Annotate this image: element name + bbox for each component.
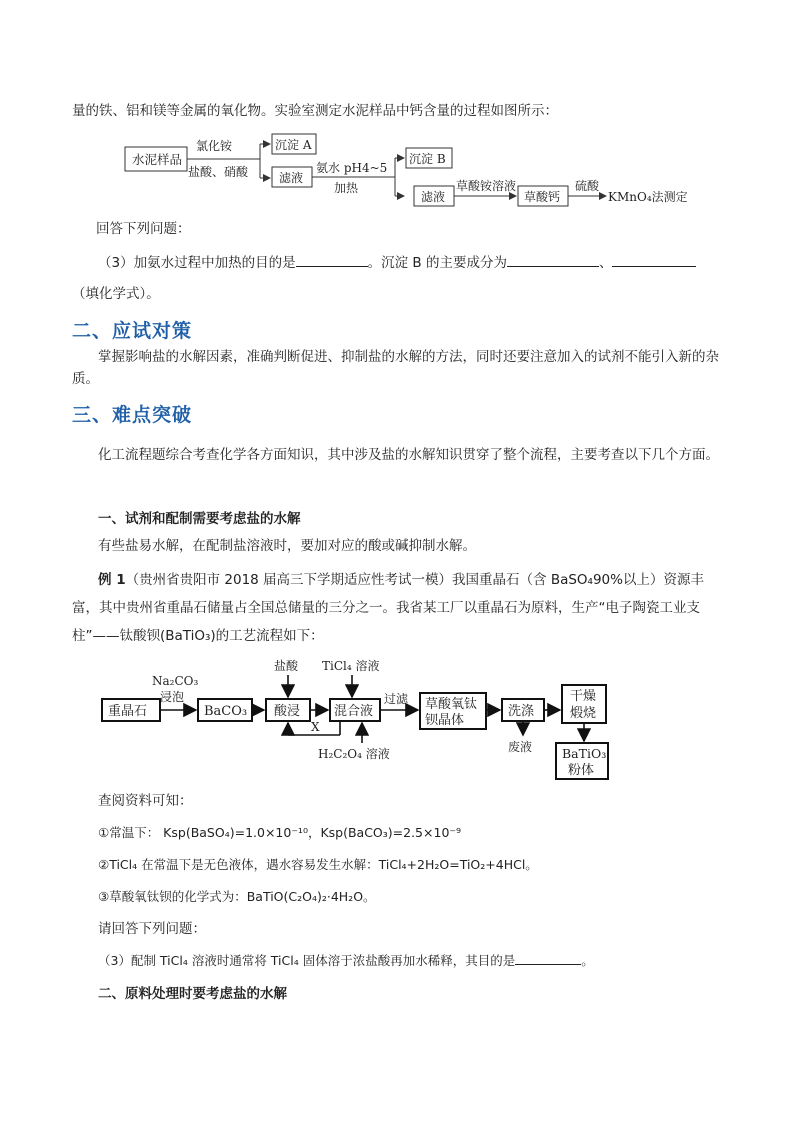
label-product-2: 粉体 bbox=[568, 763, 595, 778]
question-3a-line2: （填化学式）。 bbox=[72, 286, 160, 302]
subsection1-title: 一、试剂和配制需要考虑盐的水解 bbox=[98, 511, 301, 527]
section2-title: 二、应试对策 bbox=[72, 320, 193, 342]
subsection1-paragraph: 有些盐易水解，在配制盐溶液时，要加对应的酸或碱抑制水解。 bbox=[98, 538, 476, 554]
label-baco3: BaCO₃ bbox=[204, 704, 248, 719]
section2-paragraph: 掌握影响盐的水解因素，准确判断促进、抑制盐的水解的方法，同时还要注意加入的试剂不能引入新的杂质。 bbox=[72, 349, 719, 387]
label-ammonium-oxalate: 草酸铵溶液 bbox=[456, 179, 517, 193]
question-3b-text: （3）配制 TiCl₄ 溶液时通常将 TiCl₄ 固体溶于浓盐酸再加水稀释，其目的是 bbox=[98, 953, 516, 968]
example1-paragraph bbox=[72, 566, 722, 650]
label-calcium-oxalate: 草酸钙 bbox=[524, 190, 561, 204]
label-ammonium-chloride: 氯化铵 bbox=[196, 139, 233, 153]
label-oxalic-acid: H₂C₂O₄ 溶液 bbox=[318, 747, 390, 761]
lookup-title: 查阅资料可知： bbox=[98, 793, 193, 809]
label-na2co3: Na₂CO₃ bbox=[152, 674, 199, 688]
cement-flowchart bbox=[120, 132, 700, 214]
answer-blank-2[interactable] bbox=[507, 252, 599, 267]
question-3a-text3: 、 bbox=[598, 255, 613, 271]
fact-2: ②TiCl₄ 在常温下是无色液体，遇水容易发生水解：TiCl₄+2H₂O=TiO₂+4HCl。 bbox=[98, 857, 538, 872]
label-precip-a: 沉淀 A bbox=[275, 138, 312, 152]
label-soak: 浸泡 bbox=[160, 690, 185, 704]
label-calcine: 煅烧 bbox=[570, 706, 597, 721]
section3-title: 三、难点突破 bbox=[72, 404, 193, 426]
question-3b bbox=[98, 950, 738, 972]
answer-blank-1[interactable] bbox=[296, 252, 368, 267]
answer-prompt: 回答下列问题： bbox=[96, 221, 191, 237]
answer-blank-3[interactable] bbox=[612, 252, 696, 267]
fact-3: ③草酸氧钛钡的化学式为：BaTiO(C₂O₄)₂·4H₂O。 bbox=[98, 889, 376, 904]
label-ticl4: TiCl₄ 溶液 bbox=[322, 659, 380, 673]
fact-1: ①常温下： Ksp(BaSO₄)=1.0×10⁻¹⁰，Ksp(BaCO₃)=2.5×10⁻⁹ bbox=[98, 825, 462, 840]
subsection2-title: 二、原料处理时要考虑盐的水解 bbox=[98, 986, 287, 1002]
example1-text: （贵州省贵阳市 2018 届高三下学期适应性考试一模）我国重晶石（含 BaSO₄90%以上）资源丰富，其中贵州省重晶石储量占全国总储量的三分之一。我省某工厂以重晶石为原料，生产“电子陶瓷工业支柱”——钛酸钡(BaTiO₃)的工艺流程如下： bbox=[72, 572, 704, 644]
answer-blank-4[interactable] bbox=[515, 950, 581, 965]
label-precip-b: 沉淀 B bbox=[409, 152, 446, 166]
question-3b-end: 。 bbox=[581, 953, 594, 968]
label-ammonia: 氨水 pH4~5 bbox=[316, 161, 388, 175]
label-filter: 过滤 bbox=[384, 692, 409, 706]
label-wash: 洗涤 bbox=[508, 704, 535, 719]
label-x: X bbox=[311, 720, 320, 734]
label-hcl-hno3: 盐酸、硝酸 bbox=[188, 165, 249, 179]
barium-titanate-flowchart bbox=[100, 655, 620, 785]
label-acid-leach: 酸浸 bbox=[274, 704, 301, 719]
label-dry: 干燥 bbox=[570, 689, 597, 704]
label-kmno4-method: KMnO₄法测定 bbox=[608, 190, 688, 204]
label-heating: 加热 bbox=[334, 181, 359, 195]
label-cement-sample: 水泥样品 bbox=[132, 152, 183, 167]
label-crystal-2: 钡晶体 bbox=[425, 713, 465, 728]
section3-paragraph: 化工流程题综合考查化学各方面知识，其中涉及盐的水解知识贯穿了整个流程，主要考查以下几个方面。 bbox=[98, 447, 719, 463]
question-3a-text2: 。沉淀 B 的主要成分为 bbox=[367, 255, 507, 271]
question-3a bbox=[98, 252, 738, 274]
label-waste: 废液 bbox=[508, 740, 533, 754]
label-barite: 重晶石 bbox=[108, 704, 148, 719]
label-product-1: BaTiO₃ bbox=[562, 746, 607, 761]
question-3a-text1: （3）加氨水过程中加热的目的是 bbox=[98, 255, 296, 271]
label-mixed: 混合液 bbox=[334, 704, 374, 719]
intro-paragraph: 量的铁、铝和镁等金属的氧化物。实验室测定水泥样品中钙含量的过程如图所示： bbox=[72, 103, 558, 119]
label-filtrate2: 滤液 bbox=[421, 190, 446, 204]
label-sulfuric-acid: 硫酸 bbox=[575, 179, 600, 193]
label-crystal-1: 草酸氧钛 bbox=[425, 697, 478, 712]
answer-prompt-2: 请回答下列问题： bbox=[98, 921, 206, 937]
label-filtrate1: 滤液 bbox=[279, 171, 304, 185]
label-hcl: 盐酸 bbox=[274, 659, 299, 673]
example1-label: 例 1 bbox=[98, 572, 126, 588]
